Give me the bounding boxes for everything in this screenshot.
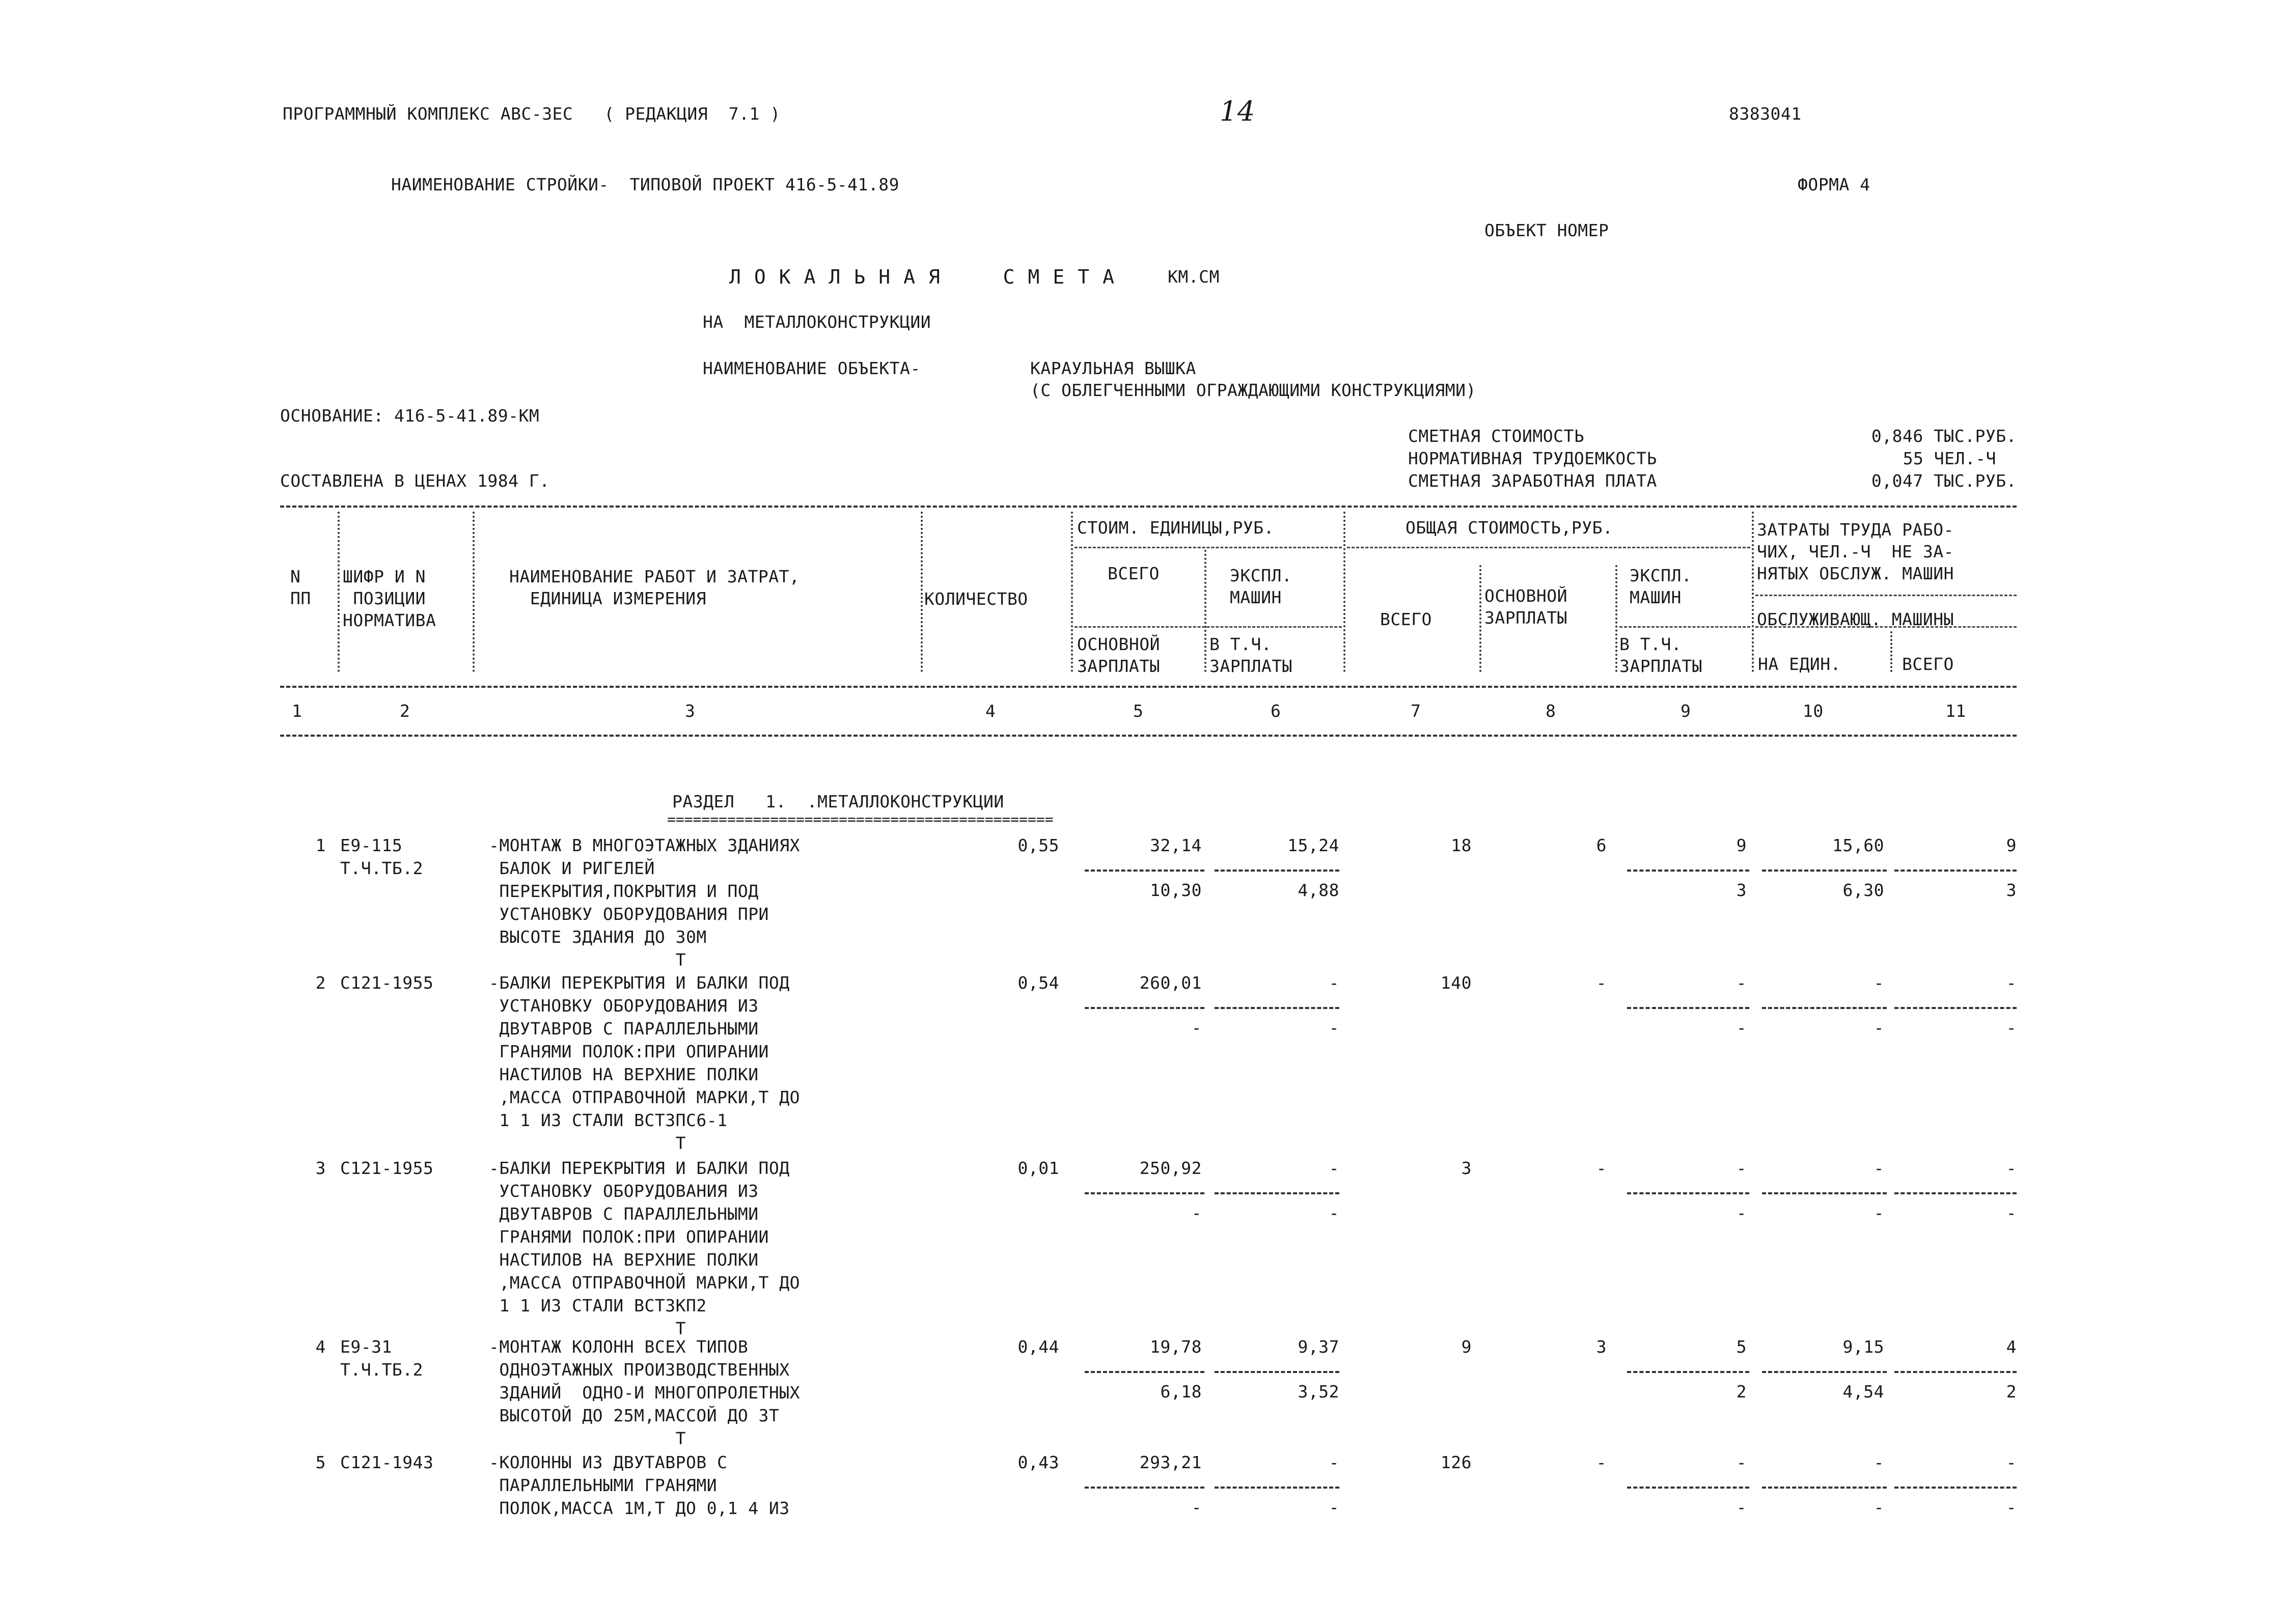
header-subrule [1755,595,2017,596]
row-quantity: 0,44 [1017,1337,1059,1357]
header-divider [1752,512,1754,672]
row-total-base-wage: 3 [1596,1337,1607,1357]
col-name-header: НАИМЕНОВАНИЕ РАБОТ И ЗАТРАТ, ЕДИНИЦА ИЗМЕРЕНИЯ [509,567,800,608]
labor-group-header: ЗАТРАТЫ ТРУДА РАБО- ЧИХ, ЧЕЛ.-Ч НЕ ЗА- НЯТЫХ ОБСЛУЖ. МАШИН [1757,520,1954,583]
column-number: 1 [292,701,302,721]
column-number: 5 [1133,701,1144,721]
row-quantity: 0,01 [1017,1158,1059,1178]
row-unit-incl-wage: - [1329,1497,1339,1517]
row-unit-total: 32,14 [1150,835,1202,855]
unit-incl-wage-header: В Т.Ч. ЗАРПЛАТЫ [1209,634,1292,676]
row-labor-unit-machine: - [1874,1018,1884,1038]
row-labor-total: - [2006,1452,2017,1472]
row-labor-unit: 15,60 [1832,835,1884,855]
cell-underline [1627,1192,1749,1194]
header-divider [473,512,475,672]
construction-name: НАИМЕНОВАНИЕ СТРОЙКИ- ТИПОВОЙ ПРОЕКТ 416-5-41.89 [391,175,900,194]
header-divider [1615,565,1617,672]
row-total-machine: - [1736,1158,1747,1178]
unit-total-header: ВСЕГО [1108,564,1160,583]
cell-underline [1215,1371,1339,1373]
header-subrule [1075,547,1342,548]
row-labor-unit-machine: 6,30 [1842,880,1884,900]
row-unit-total: 250,92 [1139,1158,1202,1178]
row-unit-machine: - [1329,973,1339,993]
total-all-header: ВСЕГО [1380,609,1432,629]
row-unit-total: 293,21 [1139,1452,1202,1472]
cell-underline [1627,1007,1749,1009]
row-description: -БАЛКИ ПЕРЕКРЫТИЯ И БАЛКИ ПОД УСТАНОВКУ ОБОРУДОВАНИЯ ИЗ ДВУТАВРОВ С ПАРАЛЛЕЛЬНЫМИ ГРАНЯМИ ПОЛОК:ПРИ ОПИРАНИИ НАСТИЛОВ НА ВЕРХНИЕ ПОЛКИ ,МАССА ОТПРАВОЧНОЙ МАРКИ,Т ДО 1 1 ИЗ СТАЛИ ВСТЗКП2 Т [489,1158,801,1338]
row-labor-unit: - [1874,973,1884,993]
column-number: 4 [985,701,996,721]
object-name-line2: (С ОБЛЕГЧЕННЫМИ ОГРАЖДАЮЩИМИ КОНСТРУКЦИЯМИ) [1030,380,1476,400]
row-labor-total: - [2006,1158,2017,1178]
object-number: ОБЪЕКТ НОМЕР [1484,220,1609,240]
header-subrule [1619,626,1750,628]
row-description: -БАЛКИ ПЕРЕКРЫТИЯ И БАЛКИ ПОД УСТАНОВКУ ОБОРУДОВАНИЯ ИЗ ДВУТАВРОВ С ПАРАЛЛЕЛЬНЫМИ ГРАНЯМИ ПОЛОК:ПРИ ОПИРАНИИ НАСТИЛОВ НА ВЕРХНИЕ ПОЛКИ ,МАССА ОТПРАВОЧНОЙ МАРКИ,Т ДО 1 1 ИЗ СТАЛИ ВСТЗПС6-1 Т [489,973,801,1153]
cell-underline [1894,1192,2017,1194]
row-labor-total-machine: - [2006,1497,2017,1517]
row-total-machine: - [1736,973,1747,993]
row-total-base-wage: - [1596,1452,1607,1472]
column-number: 10 [1803,701,1824,721]
cell-underline [1762,1371,1887,1373]
row-labor-total: - [2006,973,2017,993]
row-quantity: 0,54 [1017,973,1059,993]
form-number: ФОРМА 4 [1798,175,1870,194]
row-description: -МОНТАЖ В МНОГОЭТАЖНЫХ ЗДАНИЯХ БАЛОК И РИГЕЛЕЙ ПЕРЕКРЫТИЯ,ПОКРЫТИЯ И ПОД УСТАНОВКУ ОБОРУДОВАНИЯ ПРИ ВЫСОТЕ ЗДАНИЯ ДО 30М Т [489,835,801,970]
row-unit-incl-wage: - [1329,1203,1339,1223]
row-total-machine: 9 [1736,835,1747,855]
row-unit-base-wage: - [1191,1203,1202,1223]
header-top-rule [280,506,2017,508]
row-code: Е9-115 Т.Ч.ТБ.2 [340,835,423,878]
page-number: 14 [1220,95,1255,127]
col-code-header: ШИФР И N ПОЗИЦИИ НОРМАТИВА [343,567,436,630]
unit-base-wage-header: ОСНОВНОЙ ЗАРПЛАТЫ [1077,634,1160,676]
row-unit-base-wage: - [1191,1497,1202,1517]
row-unit-base-wage: 10,30 [1150,880,1202,900]
document-title-code: КМ.СМ [1168,267,1220,287]
row-code: С121-1943 [340,1452,434,1472]
column-number: 9 [1681,701,1691,721]
row-unit-machine: 9,37 [1298,1337,1339,1357]
section-underline: ============================================= [667,811,1054,828]
row-unit-total: 19,78 [1150,1337,1202,1357]
cell-underline [1085,1007,1204,1009]
col-number-header: N ПП [290,567,311,608]
row-number: 1 [315,835,326,855]
unit-machine-header: ЭКСПЛ. МАШИН [1230,566,1292,607]
col-quantity-header: КОЛИЧЕСТВО [924,589,1028,609]
column-number: 8 [1546,701,1556,721]
row-number: 5 [315,1452,326,1472]
row-unit-base-wage: 6,18 [1160,1382,1202,1402]
cell-underline [1894,1007,2017,1009]
row-total-base-wage: - [1596,1158,1607,1178]
cell-underline [1627,870,1749,872]
column-number: 2 [400,701,410,721]
row-unit-machine: 15,24 [1287,835,1339,855]
row-unit-base-wage: - [1191,1018,1202,1038]
total-cost-group-header: ОБЩАЯ СТОИМОСТЬ,РУБ. [1406,518,1613,538]
header-divider [1204,550,1206,672]
object-name-line1: КАРАУЛЬНАЯ ВЫШКА [1030,358,1196,378]
row-labor-unit-machine: - [1874,1203,1884,1223]
header-subrule [1347,547,1750,548]
document-subtitle: НА МЕТАЛЛОКОНСТРУКЦИИ [703,312,931,332]
program-title: ПРОГРАММНЫЙ КОМПЛЕКС АВС-3ЕС ( РЕДАКЦИЯ 7.1 ) [283,104,781,124]
row-labor-unit: - [1874,1452,1884,1472]
row-total-machine: 5 [1736,1337,1747,1357]
summary-label-labor: НОРМАТИВНАЯ ТРУДОЕМКОСТЬ [1408,449,1657,468]
row-total-all: 18 [1451,835,1472,855]
row-labor-total-machine: - [2006,1203,2017,1223]
labor-unit-header: НА ЕДИН. [1758,654,1841,674]
total-machine-header: ЭКСПЛ. МАШИН [1630,566,1692,607]
header-divider [1343,512,1345,672]
cell-underline [1085,1192,1204,1194]
cell-underline [1762,1007,1887,1009]
cell-underline [1085,870,1204,872]
header-divider [921,512,923,672]
row-total-incl-wage: - [1736,1497,1747,1517]
cell-underline [1215,1487,1339,1489]
row-total-all: 140 [1440,973,1472,993]
row-description: -КОЛОННЫ ИЗ ДВУТАВРОВ С ПАРАЛЛЕЛЬНЫМИ ГРАНЯМИ ПОЛОК,МАССА 1М,Т ДО 0,1 4 ИЗ [489,1452,790,1518]
row-labor-unit: - [1874,1158,1884,1178]
row-code: С121-1955 [340,1158,434,1178]
labor-total-header: ВСЕГО [1902,654,1954,674]
row-labor-unit-machine: - [1874,1497,1884,1517]
column-number: 6 [1271,701,1281,721]
row-unit-incl-wage: 4,88 [1298,880,1339,900]
row-total-all: 126 [1440,1452,1472,1472]
cell-underline [1215,870,1339,872]
row-unit-incl-wage: - [1329,1018,1339,1038]
object-name-label: НАИМЕНОВАНИЕ ОБЪЕКТА- [703,358,921,378]
header-divider [1890,631,1892,672]
cell-underline [1215,1007,1339,1009]
row-unit-machine: - [1329,1158,1339,1178]
header-divider [338,512,340,672]
summary-label-wage: СМЕТНАЯ ЗАРАБОТНАЯ ПЛАТА [1408,471,1657,491]
unit-cost-group-header: СТОИМ. ЕДИНИЦЫ,РУБ. [1077,518,1274,538]
row-number: 2 [315,973,326,993]
row-unit-machine: - [1329,1452,1339,1472]
row-description: -МОНТАЖ КОЛОНН ВСЕХ ТИПОВ ОДНОЭТАЖНЫХ ПРОИЗВОДСТВЕННЫХ ЗДАНИЙ ОДНО-И МНОГОПРОЛЕТНЫХ ВЫСОТОЙ ДО 25М,МАССОЙ ДО 3Т Т [489,1337,801,1448]
cell-underline [1627,1371,1749,1373]
header-divider [1479,565,1481,672]
cell-underline [1894,870,2017,872]
column-number: 11 [1945,701,1966,721]
row-number: 3 [315,1158,326,1178]
row-total-base-wage: 6 [1596,835,1607,855]
summary-value-cost: 0,846 ТЫС.РУБ. [1871,426,2017,446]
cell-underline [1085,1487,1204,1489]
cell-underline [1762,1192,1887,1194]
summary-value-labor: 55 ЧЕЛ.-Ч [1903,449,1996,468]
estimate-basis: ОСНОВАНИЕ: 416-5-41.89-КМ [280,406,540,426]
row-labor-unit: 9,15 [1842,1337,1884,1357]
row-total-base-wage: - [1596,973,1607,993]
row-unit-incl-wage: 3,52 [1298,1382,1339,1402]
total-incl-wage-header: В Т.Ч. ЗАРПЛАТЫ [1619,634,1702,676]
cell-underline [1894,1371,2017,1373]
row-total-machine: - [1736,1452,1747,1472]
column-number: 7 [1411,701,1421,721]
row-quantity: 0,55 [1017,835,1059,855]
cell-underline [1894,1487,2017,1489]
document-title: ЛОКАЛЬНАЯ СМЕТА [729,266,1128,288]
header-bottom-rule [280,735,2017,737]
cell-underline [1762,870,1887,872]
header-mid-rule [280,686,2017,688]
cell-underline [1215,1192,1339,1194]
cell-underline [1085,1371,1204,1373]
row-total-incl-wage: - [1736,1203,1747,1223]
row-total-incl-wage: 2 [1736,1382,1747,1402]
header-divider [1071,512,1073,672]
column-number: 3 [685,701,696,721]
row-labor-total: 9 [2006,835,2017,855]
header-subrule [1075,626,1342,628]
row-total-incl-wage: - [1736,1018,1747,1038]
section-title: РАЗДЕЛ 1. .МЕТАЛЛОКОНСТРУКЦИИ [672,792,1004,811]
row-labor-total-machine: 3 [2006,880,2017,900]
row-code: Е9-31 Т.Ч.ТБ.2 [340,1337,423,1380]
summary-label-cost: СМЕТНАЯ СТОИМОСТЬ [1408,426,1585,446]
cell-underline [1762,1487,1887,1489]
row-quantity: 0,43 [1017,1452,1059,1472]
price-basis: СОСТАВЛЕНА В ЦЕНАХ 1984 Г. [280,471,550,491]
summary-value-wage: 0,047 ТЫС.РУБ. [1871,471,2017,491]
row-total-all: 3 [1461,1158,1472,1178]
labor-sub-header: ОБСЛУЖИВАЮЩ. МАШИНЫ [1757,609,1954,629]
row-labor-unit-machine: 4,54 [1842,1382,1884,1402]
row-total-incl-wage: 3 [1736,880,1747,900]
row-total-all: 9 [1461,1337,1472,1357]
row-unit-total: 260,01 [1139,973,1202,993]
row-number: 4 [315,1337,326,1357]
total-base-wage-header: ОСНОВНОЙ ЗАРПЛАТЫ [1484,586,1567,628]
row-labor-total-machine: 2 [2006,1382,2017,1402]
cell-underline [1627,1487,1749,1489]
row-code: С121-1955 [340,973,434,993]
document-code: 8383041 [1729,104,1802,124]
row-labor-total-machine: - [2006,1018,2017,1038]
row-labor-total: 4 [2006,1337,2017,1357]
